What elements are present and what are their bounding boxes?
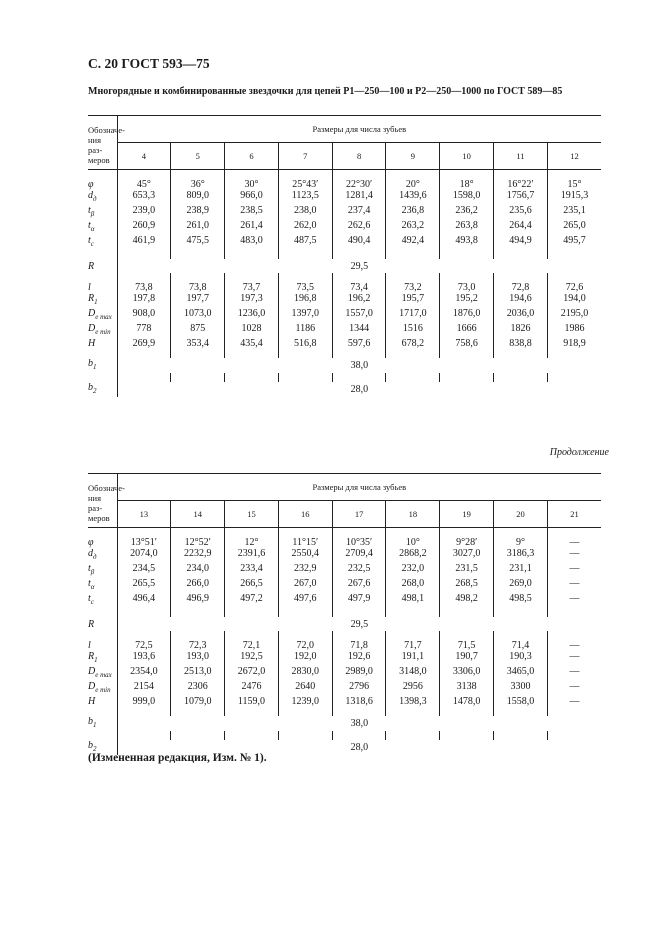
value-l: 71,8 [332,640,386,651]
symbol-tb: $t_\beta$ [88,563,95,576]
symbol-dd: $d_д$ [88,190,97,203]
value-l: 73,4 [332,282,386,293]
teeth-count-header: 9 [386,143,440,170]
value-dd: 2232,9 [171,548,225,563]
value-H: 838,8 [494,338,548,349]
value-H: 597,6 [332,338,386,349]
value-Demin: 778 [117,323,171,338]
symbol-l: l [88,640,91,651]
value-phi: 15° [547,179,601,190]
designation-header-line: Обозначе- [88,482,125,493]
value-tb: — [547,563,601,578]
value-l: 72,5 [117,640,171,651]
value-R1: 191,1 [386,651,440,666]
value-H: 1478,0 [440,696,494,707]
symbol-b2: $b_2$ [88,382,97,395]
value-R1: 197,8 [117,293,171,308]
symbol-ta: $t_\alpha$ [88,578,95,591]
value-tc: 495,7 [547,235,601,250]
teeth-count-header: 16 [278,501,332,528]
value-tc: 483,0 [225,235,279,250]
value-H: 269,9 [117,338,171,349]
value-H: 1159,0 [225,696,279,707]
value-tc: 461,9 [117,235,171,250]
value-tb: 235,6 [494,205,548,220]
value-tc: 498,1 [386,593,440,608]
teeth-count-header: 10 [440,143,494,170]
value-Demin: 3300 [494,681,548,696]
value-H: 1558,0 [494,696,548,707]
value-l: 73,7 [225,282,279,293]
value-Demax: 1236,0 [225,308,279,323]
value-l: 73,0 [440,282,494,293]
value-tc: 497,9 [332,593,386,608]
value-tb: 232,0 [386,563,440,578]
value-dd: 966,0 [225,190,279,205]
value-tb: 232,5 [332,563,386,578]
value-Demax: 2195,0 [547,308,601,323]
value-tc: 497,6 [278,593,332,608]
value-ta: 269,0 [494,578,548,593]
value-l: 71,5 [440,640,494,651]
symbol-b1: $b_1$ [88,716,97,729]
value-tc: 496,4 [117,593,171,608]
value-Demin: 1344 [332,323,386,338]
value-Demin: 1826 [494,323,548,338]
value-l: 73,2 [386,282,440,293]
value-Demax: 1397,0 [278,308,332,323]
value-tb: 238,5 [225,205,279,220]
value-Demax: 2989,0 [332,666,386,681]
value-l: 72,0 [278,640,332,651]
value-dd: 2391,6 [225,548,279,563]
value-H: 1079,0 [171,696,225,707]
value-ta: 262,0 [278,220,332,235]
value-H: — [547,696,601,707]
value-tb: 233,4 [225,563,279,578]
value-R1: 195,7 [386,293,440,308]
value-R: 29,5 [117,617,601,631]
value-Demin: 2306 [171,681,225,696]
value-ta: 266,5 [225,578,279,593]
teeth-count-header: 4 [117,143,171,170]
value-tb: 239,0 [117,205,171,220]
teeth-count-header: 13 [117,501,171,528]
value-H: 435,4 [225,338,279,349]
value-R1: 192,5 [225,651,279,666]
designation-header-line: ния раз- [88,134,103,155]
value-R1: 190,7 [440,651,494,666]
value-R1: 193,0 [171,651,225,666]
value-tb: 236,2 [440,205,494,220]
value-tb: 234,0 [171,563,225,578]
value-dd: 2550,4 [278,548,332,563]
value-H: 758,6 [440,338,494,349]
teeth-count-header: 5 [171,143,225,170]
symbol-R: R [88,260,95,272]
value-phi: 13°51′ [117,537,171,548]
value-H: 516,8 [278,338,332,349]
value-H: 1398,3 [386,696,440,707]
value-phi: 20° [386,179,440,190]
value-dd: 1123,5 [278,190,332,205]
symbol-b2: $b_2$ [88,740,97,753]
value-Demax: 3306,0 [440,666,494,681]
symbol-tb: $t_\beta$ [88,205,95,218]
teeth-count-header: 11 [494,143,548,170]
value-l: 72,8 [494,282,548,293]
sizes-header: Размеры для числа зубьев [117,116,601,143]
value-Demin: 1028 [225,323,279,338]
value-b2: 28,0 [117,382,601,397]
value-tc: 487,5 [278,235,332,250]
symbol-Demax: $D_{e max}$ [88,308,112,321]
value-H: 353,4 [171,338,225,349]
table-title: Многорядные и комбинированные звездочки для цепей Р1—250—100 и Р2—250—1000 по ГОСТ 589—85 [88,86,563,97]
symbol-phi: φ [88,537,94,548]
value-dd: 3027,0 [440,548,494,563]
value-tc: 498,2 [440,593,494,608]
value-phi: 30° [225,179,279,190]
value-dd: 2868,2 [386,548,440,563]
value-phi: 9° [494,537,548,548]
value-R1: 192,0 [278,651,332,666]
teeth-count-header: 20 [494,501,548,528]
value-dd: 1281,4 [332,190,386,205]
value-tc: 494,9 [494,235,548,250]
footer-note: (Измененная редакция, Изм. № 1). [88,752,267,764]
value-Demax: — [547,666,601,681]
value-dd: 1598,0 [440,190,494,205]
value-ta: 262,6 [332,220,386,235]
value-ta: 267,0 [278,578,332,593]
value-R: 29,5 [117,259,601,273]
symbol-dd: $d_д$ [88,548,97,561]
value-Demin: 1986 [547,323,601,338]
value-phi: 11°15′ [278,537,332,548]
value-tc: 496,9 [171,593,225,608]
value-ta: 266,0 [171,578,225,593]
value-l: — [547,640,601,651]
teeth-count-header: 15 [225,501,279,528]
value-tb: 237,4 [332,205,386,220]
value-tb: 238,9 [171,205,225,220]
value-R1: — [547,651,601,666]
value-tc: 490,4 [332,235,386,250]
value-dd: 3186,3 [494,548,548,563]
value-phi: 12°52′ [171,537,225,548]
value-dd: 2074,0 [117,548,171,563]
value-dd: 809,0 [171,190,225,205]
symbol-H: H [88,338,96,349]
value-Demax: 2513,0 [171,666,225,681]
sizes-table-2 [88,473,601,755]
teeth-count-header: 21 [547,501,601,528]
value-R1: 192,6 [332,651,386,666]
value-R1: 193,6 [117,651,171,666]
value-phi: 18° [440,179,494,190]
value-tb: 236,8 [386,205,440,220]
value-ta: 268,5 [440,578,494,593]
value-phi: 12° [225,537,279,548]
value-Demin: 1516 [386,323,440,338]
value-ta: 260,9 [117,220,171,235]
value-tb: 238,0 [278,205,332,220]
value-H: 999,0 [117,696,171,707]
value-l: 72,6 [547,282,601,293]
value-Demin: — [547,681,601,696]
symbol-tc: $t_c$ [88,593,94,606]
value-phi: 10°35′ [332,537,386,548]
value-l: 71,7 [386,640,440,651]
value-phi: — [547,537,601,548]
value-ta: 268,0 [386,578,440,593]
symbol-R: R [88,618,95,630]
value-Demax: 2036,0 [494,308,548,323]
value-ta: 265,5 [117,578,171,593]
value-dd: 2709,4 [332,548,386,563]
value-H: 1239,0 [278,696,332,707]
value-Demax: 2354,0 [117,666,171,681]
value-R1: 197,7 [171,293,225,308]
value-phi: 36° [171,179,225,190]
value-phi: 16°22′ [494,179,548,190]
value-b1: 38,0 [117,358,601,373]
value-tb: 231,1 [494,563,548,578]
value-phi: 25°43′ [278,179,332,190]
value-phi: 9°28′ [440,537,494,548]
value-dd: — [547,548,601,563]
teeth-count-header: 6 [225,143,279,170]
value-ta: — [547,578,601,593]
value-Demax: 1717,0 [386,308,440,323]
page-header: С. 20 ГОСТ 593—75 [88,56,210,71]
value-l: 73,8 [117,282,171,293]
value-R1: 195,2 [440,293,494,308]
value-ta: 267,6 [332,578,386,593]
value-R1: 190,3 [494,651,548,666]
value-Demax: 1073,0 [171,308,225,323]
symbol-R1: $R_1$ [88,293,98,306]
value-Demin: 2796 [332,681,386,696]
value-phi: 45° [117,179,171,190]
value-ta: 261,4 [225,220,279,235]
value-tb: 234,5 [117,563,171,578]
value-H: 918,9 [547,338,601,349]
value-Demax: 2830,0 [278,666,332,681]
value-Demin: 1666 [440,323,494,338]
value-phi: 22°30′ [332,179,386,190]
value-l: 72,1 [225,640,279,651]
sizes-header: Размеры для числа зубьев [117,474,601,501]
value-R1: 196,8 [278,293,332,308]
value-dd: 1915,3 [547,190,601,205]
designation-header-line: меров [88,512,110,523]
value-Demin: 3138 [440,681,494,696]
value-Demax: 3148,0 [386,666,440,681]
teeth-count-header: 8 [332,143,386,170]
value-R1: 194,6 [494,293,548,308]
value-phi: 10° [386,537,440,548]
value-Demax: 1557,0 [332,308,386,323]
teeth-count-header: 17 [332,501,386,528]
teeth-count-header: 19 [440,501,494,528]
value-Demin: 2640 [278,681,332,696]
sizes-table-1 [88,115,601,397]
symbol-R1: $R_1$ [88,651,98,664]
designation-header-line: Обозначе- [88,124,125,135]
value-ta: 264,4 [494,220,548,235]
value-b2: 28,0 [117,740,601,755]
value-tc: 498,5 [494,593,548,608]
value-R1: 196,2 [332,293,386,308]
symbol-Demax: $D_{e max}$ [88,666,112,679]
value-Demax: 908,0 [117,308,171,323]
teeth-count-header: 14 [171,501,225,528]
value-tb: 231,5 [440,563,494,578]
value-H: 678,2 [386,338,440,349]
value-ta: 261,0 [171,220,225,235]
value-dd: 1756,7 [494,190,548,205]
symbol-b1: $b_1$ [88,358,97,371]
value-tc: 493,8 [440,235,494,250]
value-tb: 235,1 [547,205,601,220]
value-tc: 497,2 [225,593,279,608]
value-Demin: 2956 [386,681,440,696]
value-b1: 38,0 [117,716,601,731]
value-R1: 197,3 [225,293,279,308]
value-ta: 263,2 [386,220,440,235]
teeth-count-header: 18 [386,501,440,528]
value-H: 1318,6 [332,696,386,707]
symbol-H: H [88,696,96,707]
value-Demax: 2672,0 [225,666,279,681]
teeth-count-header: 12 [547,143,601,170]
value-Demin: 1186 [278,323,332,338]
symbol-Demin: $D_{e min}$ [88,323,111,336]
value-Demin: 875 [171,323,225,338]
value-tb: 232,9 [278,563,332,578]
symbol-ta: $t_\alpha$ [88,220,95,233]
value-Demin: 2154 [117,681,171,696]
designation-header-line: ния раз- [88,492,103,513]
value-l: 73,5 [278,282,332,293]
teeth-count-header: 7 [278,143,332,170]
symbol-phi: φ [88,179,94,190]
value-Demin: 2476 [225,681,279,696]
designation-header [88,116,125,170]
value-ta: 265,0 [547,220,601,235]
value-l: 72,3 [171,640,225,651]
designation-header [88,474,125,528]
value-R1: 194,0 [547,293,601,308]
value-tc: — [547,593,601,608]
value-tc: 475,5 [171,235,225,250]
value-dd: 1439,6 [386,190,440,205]
symbol-tc: $t_c$ [88,235,94,248]
value-dd: 653,3 [117,190,171,205]
value-ta: 263,8 [440,220,494,235]
value-tc: 492,4 [386,235,440,250]
value-Demax: 1876,0 [440,308,494,323]
continuation-label: Продолжение [549,447,609,458]
symbol-l: l [88,282,91,293]
value-Demax: 3465,0 [494,666,548,681]
symbol-Demin: $D_{e min}$ [88,681,111,694]
value-l: 71,4 [494,640,548,651]
value-l: 73,8 [171,282,225,293]
designation-header-line: меров [88,154,110,165]
